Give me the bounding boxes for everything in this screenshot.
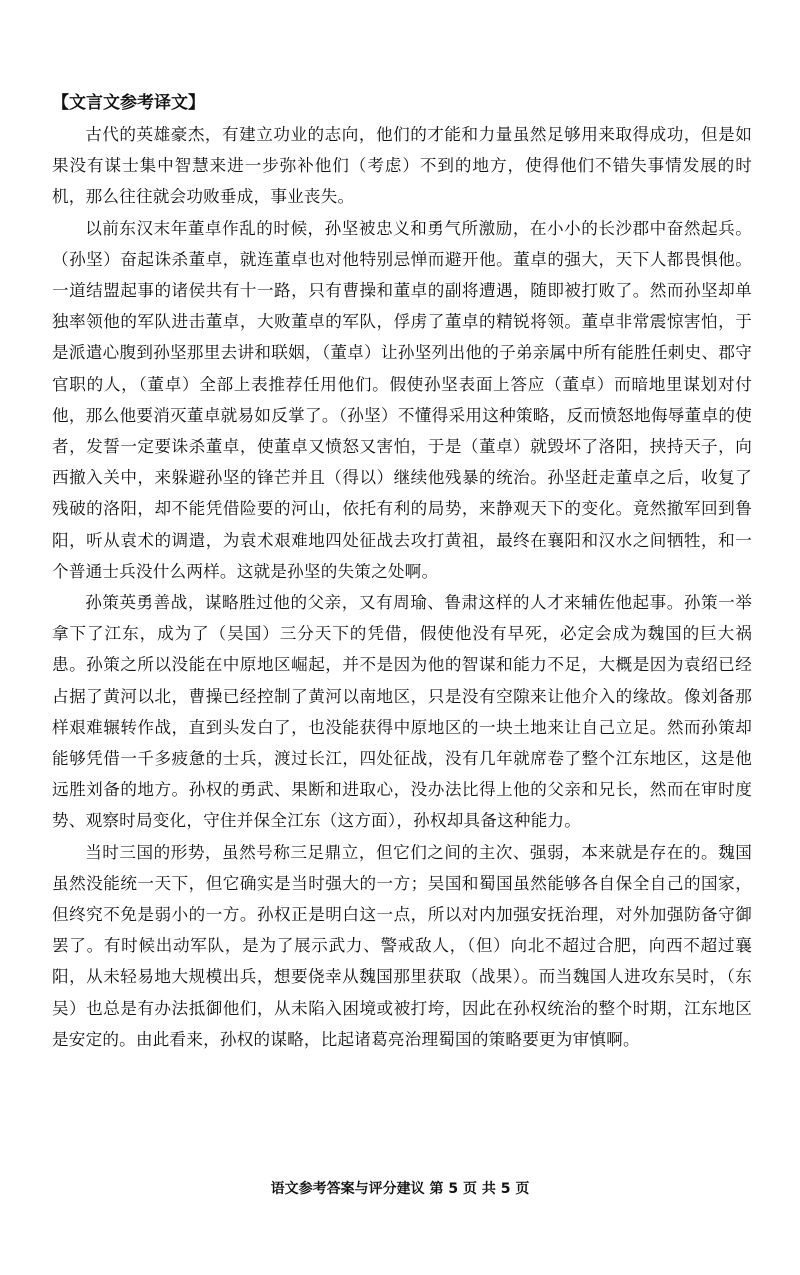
translation-paragraph-4: 当时三国的形势，虽然号称三足鼎立，但它们之间的主次、强弱，本来就是存在的。魏国虽然没能统一天下，但它确实是当时强大的一方；吴国和蜀国虽然能够各自保全自己的国家，但终究不免是弱小的一方。孙权正是明白这一点，所以对内加强安抚治理，对外加强防备守御罢了。有时候出动军队，是为了展示武力、警戒敌人，（但）向北不超过合肥，向西不超过襄阳，从未轻易地大规模出兵，想要侥幸从魏国那里获取（战果）。而当魏国人进攻东吴时，（东吴）也总是有办法抵御他们，从未陷入困境或被打垮，因此在孙权统治的整个时期，江东地区是安定的。由此看来，孙权的谋略，比起诸葛亮治理蜀国的策略要更为审慎啊。 — [52, 842, 752, 1049]
translation-paragraph-2: 以前东汉末年董卓作乱的时候，孙坚被忠义和勇气所激励，在小小的长沙郡中奋然起兵。（孙坚）奋起诛杀董卓，就连董卓也对他特别忌惮而避开他。董卓的强大，天下人都畏惧他。一道结盟起事的诸侯共有十一路，只有曹操和董卓的副将遭遇，随即被打败了。然而孙坚却单独率领他的军队进击董卓，大败董卓的军队，俘虏了董卓的精锐将领。董卓非常震惊害怕，于是派遣心腹到孙坚那里去讲和联姻，（董卓）让孙坚列出他的子弟亲属中所有能胜任刺史、郡守官职的人，（董卓）全部上表推荐任用他们。假使孙坚表面上答应（董卓）而暗地里谋划对付他，那么他要消灭董卓就易如反掌了。（孙坚）不懂得采用这种策略，反而愤怒地侮辱董卓的使者，发誓一定要诛杀董卓，使董卓又愤怒又害怕，于是（董卓）就毁坏了洛阳，挟持天子，向西撤入关中，来躲避孙坚的锋芒并且（得以）继续他残暴的统治。孙坚赶走董卓之后，收复了残破的洛阳，却不能凭借险要的河山，依托有利的局势，来静观天下的变化。竟然撤军回到鲁阳，听从袁术的调遣，为袁术艰难地四处征战去攻打黄祖，最终在襄阳和汉水之间牺牲，和一个普通士兵没什么两样。这就是孙坚的失策之处啊。 — [52, 218, 752, 581]
page-footer: 语文参考答案与评分建议 第 5 页 共 5 页 — [270, 1181, 530, 1197]
document-body — [52, 88, 752, 1055]
translation-paragraph-1: 古代的英雄豪杰，有建立功业的志向，他们的才能和力量虽然足够用来取得成功，但是如果没有谋士集中智慧来进一步弥补他们（考虑）不到的地方，使得他们不错失事情发展的时机，那么往往就会功败垂成，事业丧失。 — [52, 125, 752, 207]
section-heading: 【文言文参考译文】 — [52, 93, 205, 113]
translation-paragraph-3: 孙策英勇善战，谋略胜过他的父亲，又有周瑜、鲁肃这样的人才来辅佐他起事。孙策一举拿下了江东，成为了（吴国）三分天下的凭借，假使他没有早死，必定会成为魏国的巨大祸患。孙策之所以没能在中原地区崛起，并不是因为他的智谋和能力不足，大概是因为袁绍已经占据了黄河以北，曹操已经控制了黄河以南地区，只是没有空隙来让他介入的缘故。像刘备那样艰难辗转作战，直到头发白了，也没能获得中原地区的一块土地来让自己立足。然而孙策却能够凭借一千多疲惫的士兵，渡过长江，四处征战，没有几年就席卷了整个江东地区，这是他远胜刘备的地方。孙权的勇武、果断和进取心，没办法比得上他的父亲和兄长，然而在审时度势、观察时局变化，守住并保全江东（这方面），孙权却具备这种能力。 — [52, 593, 752, 831]
